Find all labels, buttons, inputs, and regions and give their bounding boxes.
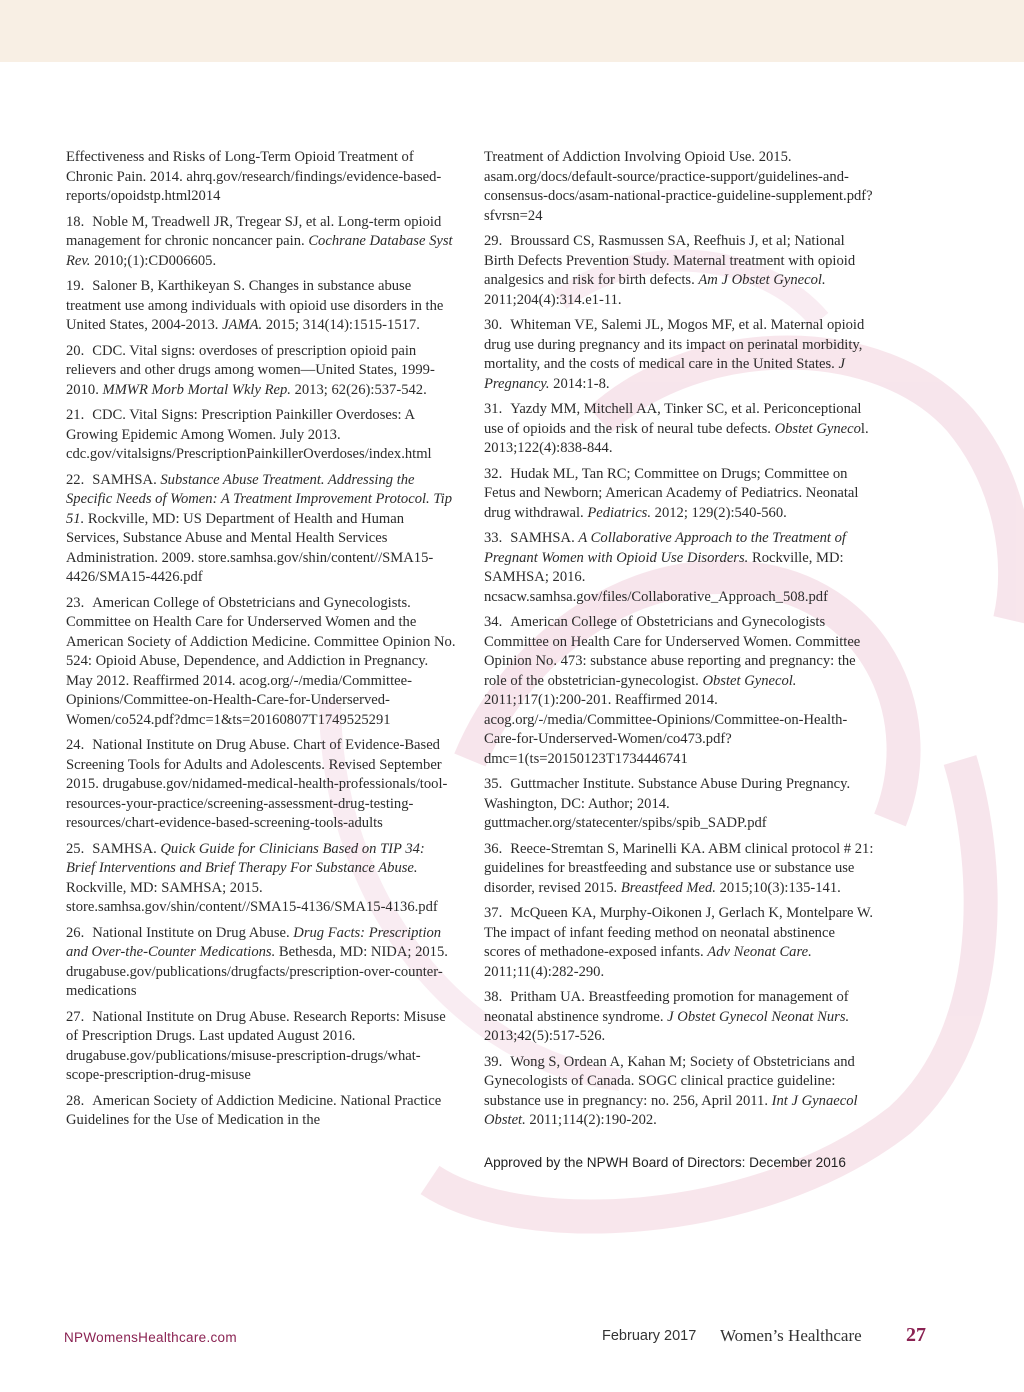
reference-text: Effectiveness and Risks of Long-Term Opioid Treatment of Chronic Pain. 2014. ahrq.gov/research/findings/evidence-based-reports/opoidstp.html2014 [66,149,442,204]
reference-entry [66,1008,456,1086]
reference-text: CDC. Vital signs: overdoses of prescription opioid pain relievers and other drugs among women—United States, 1999-2010. [66,342,435,398]
reference-text: 2011;114(2):190-202. [525,1112,657,1128]
references-left-column [66,148,456,1137]
reference-number: 28. [66,1092,85,1109]
reference-entry [66,594,456,731]
reference-entry [66,406,456,465]
page-footer [0,1326,1024,1350]
reference-text: Hudak ML, Tan RC; Committee on Drugs; Committee on Fetus and Newborn; American Academy of Pediatrics. Neonatal drug withdrawal. [484,465,859,521]
reference-entry [66,148,456,207]
reference-text: 2014:1-8. [549,375,610,392]
page-number: 27 [906,1324,926,1346]
reference-number: 24. [66,737,85,753]
reference-text: National Institute on Drug Abuse. Research Reports: Misuse of Prescription Drugs. Last updated August 2016. drugabuse.gov/publications/misuse-prescription-drugs/what-scope-prescription-drug-misuse [66,1008,446,1083]
reference-entry [66,840,456,918]
reference-entry [484,613,874,769]
reference-text: Bethesda, MD: NIDA; 2015. drugabuse.gov/publications/drugfacts/prescription-over-counter-medications [66,944,448,999]
reference-entry [66,213,456,272]
reference-text: 2015;10(3):135-141. [715,879,841,896]
reference-text: Yazdy MM, Mitchell AA, Tinker SC, et al. Periconceptional use of opioids and the risk of neural tube defects. [484,401,862,437]
footer-issue-date: February 2017 [602,1328,697,1344]
reference-text: American College of Obstetricians and Gynecologists Committee on Health Care for Underserved Women. Committee Opinion No. 473: substance abuse reporting and pregnancy: the role of the obstetrician-gynecologist. [484,614,861,689]
reference-text: Treatment of Addiction Involving Opioid Use. 2015. asam.org/docs/default-source/practice-support/guidelines-and-consensus-docs/asam-national-practice-guideline-supplement.pdf?sfvrsn=24 [484,149,873,224]
reference-text: National Institute on Drug Abuse. [92,924,294,941]
reference-number: 38. [484,989,503,1005]
reference-text: 2013; 62(26):537-542. [290,381,427,398]
reference-entry [66,471,456,588]
reference-number: 23. [66,594,85,611]
reference-entry [66,736,456,834]
reference-italic-text: Am J Obstet Gynecol. [698,272,826,288]
reference-text: Wong S, Ordean A, Kahan M; Society of Obstetricians and Gynecologists of Canada. SOGC clinical practice guideline: substance use in pregnancy: no. 256, April 2011. [484,1053,855,1109]
reference-text: 2011;117(1):200-201. Reaffirmed 2014. acog.org/-/media/Committee-Opinions/Committee-on-Health-Care-for-Underserved-Women/co473.pdf?dmc=1(ts=20150123T1734446741 [484,692,848,767]
reference-entry [484,316,874,394]
reference-entry [484,529,874,607]
reference-italic-text: Obstet Gynecol. [702,672,797,689]
reference-text: Rockville, MD: SAMHSA; 2015. store.samhsa.gov/shin/content//SMA15-4136/SMA15-4136.pdf [66,879,438,915]
reference-entry [484,400,874,459]
reference-text: CDC. Vital Signs: Prescription Painkiller Overdoses: A Growing Epidemic Among Women. July 2013. cdc.gov/vitalsigns/PrescriptionPainkillerOverdoses/index.html [66,407,432,462]
reference-text: McQueen KA, Murphy-Oikonen J, Gerlach K, Montelpare W. The impact of infant feeding method on neonatal abstinence scores of methadone-exposed infants. [484,905,873,960]
reference-text: SAMHSA. [92,840,161,857]
top-header-band [0,0,1024,62]
reference-italic-text: Int J Gynaecol Obstet. [484,1092,858,1128]
reference-text: 2012; 129(2):540-560. [651,504,787,521]
reference-number: 20. [66,342,85,359]
reference-entry [66,342,456,401]
references-right-column [484,148,874,1172]
reference-text: l. 2013;122(4):838-844. [484,420,869,456]
reference-entry [484,465,874,524]
footer-website-link[interactable]: NPWomensHealthcare.com [64,1330,237,1345]
reference-number: 37. [484,905,503,921]
reference-entry [66,277,456,336]
reference-italic-text: Breastfeed Med. [620,879,716,896]
footer-journal-title: Women’s Healthcare [720,1326,862,1345]
reference-italic-text: Substance Abuse Treatment. Addressing the Specific Needs of Women: A Treatment Improvement Protocol. Tip 51. [66,471,453,527]
reference-number: 19. [66,278,85,294]
reference-italic-text: A Collaborative Approach to the Treatment of Pregnant Women with Opioid Use Disorders. [484,530,846,566]
reference-number: 26. [66,924,85,941]
reference-number: 25. [66,840,85,857]
reference-entry [484,148,874,226]
reference-text: National Institute on Drug Abuse. Chart of Evidence-Based Screening Tools for Adults and Adolescents. Revised September 2015. drugabuse.gov/nidamed-medical-health-professionals/tool-resources-your-practice/screening-assessment-drug-testing-resources/chart-evidence-based-screening-tools-adults [66,737,448,831]
reference-entry [66,1092,456,1131]
reference-italic-text: Obstet Gyneco [774,420,861,437]
reference-number: 29. [484,233,503,249]
reference-entry [484,1053,874,1131]
reference-text: SAMHSA. [92,471,161,488]
reference-text: Guttmacher Institute. Substance Abuse During Pregnancy. Washington, DC: Author; 2014. guttmacher.org/statecenter/spibs/spib_SADP.pdf [484,776,851,831]
approval-note: Approved by the NPWH Board of Directors: December 2016 [484,1154,846,1170]
reference-number: 32. [484,465,503,482]
reference-entry [484,840,874,899]
reference-number: 30. [484,317,503,333]
reference-italic-text: MMWR Morb Mortal Wkly Rep. [102,381,291,398]
reference-entry [66,924,456,1002]
reference-italic-text: Pediatrics. [587,504,651,521]
reference-text: American Society of Addiction Medicine. National Practice Guidelines for the Use of Medication in the [66,1092,442,1128]
reference-text: Noble M, Treadwell JR, Tregear SJ, et al. Long-term opioid management for chronic noncancer pain. [66,213,442,249]
reference-entry [484,775,874,834]
reference-text: Saloner B, Karthikeyan S. Changes in substance abuse treatment use among individuals with opioid use disorders in the United States, 2004-2013. [66,278,444,333]
reference-entry [484,232,874,310]
reference-italic-text: JAMA. [222,317,263,333]
reference-italic-text: J Obstet Gynecol Neonat Nurs. [667,1008,850,1025]
reference-text: Pritham UA. Breastfeeding promotion for management of neonatal abstinence syndrome. [484,989,849,1025]
reference-italic-text: Adv Neonat Care. [707,944,812,960]
reference-text: 2011;204(4):314.e1-11. [484,291,622,308]
reference-text: 2015; 314(14):1515-1517. [262,317,420,333]
reference-italic-text: Quick Guide for Clinicians Based on TIP 34: Brief Interventions and Brief Therapy For Substance Abuse. [66,840,425,876]
reference-number: 34. [484,614,503,630]
reference-text: 2013;42(5):517-526. [484,1028,606,1044]
reference-text: 2010;(1):CD006605. [90,252,217,269]
reference-text: Rockville, MD: SAMHSA; 2016. ncsacw.samhsa.gov/files/Collaborative_Approach_508.pdf [484,549,844,605]
reference-text: Reece-Stremtan S, Marinelli KA. ABM clinical protocol # 21: guidelines for breastfeeding and substance use or substance use disorder, revised 2015. [484,840,874,896]
reference-text: Whiteman VE, Salemi JL, Mogos MF, et al. Maternal opioid drug use during pregnancy and its impact on perinatal morbidity, mortality, and the costs of medical care in the United States. [484,317,865,372]
reference-text: Rockville, MD: US Department of Health and Human Services, Substance Abuse and Mental Health Services Administration. 2009. store.samhsa.gov/shin/content//SMA15-4426/SMA15-4426.pdf [66,510,434,585]
reference-number: 33. [484,530,503,546]
reference-number: 27. [66,1008,85,1025]
reference-number: 39. [484,1053,503,1070]
reference-italic-text: J Pregnancy. [484,356,845,392]
reference-entry [484,988,874,1047]
reference-italic-text: Cochrane Database Syst Rev. [66,233,453,269]
reference-italic-text: Drug Facts: Prescription and Over-the-Counter Medications. [66,924,442,960]
reference-number: 21. [66,407,85,423]
reference-entry [484,904,874,982]
reference-text: American College of Obstetricians and Gynecologists. Committee on Health Care for Underserved Women and the American Society of Addiction Medicine. Committee Opinion No. 524: Opioid Abuse, Dependence, and Addiction in Pregnancy. May 2012. Reaffirmed 2014. acog.org/-/media/Committee-Opinions/Committee-on-Health-Care-for-Underserved-Women/co524.pdf?dmc=1&ts=20160807T1749525291 [66,594,456,728]
reference-text: Broussard CS, Rasmussen SA, Reefhuis J, et al; National Birth Defects Prevention Study. Maternal treatment with opioid analgesics and risk for birth defects. [484,233,856,288]
reference-number: 22. [66,471,85,488]
reference-number: 18. [66,213,85,230]
reference-text: SAMHSA. [510,530,579,546]
reference-number: 31. [484,401,503,417]
reference-text: 2011;11(4):282-290. [484,963,605,980]
reference-number: 36. [484,840,503,857]
reference-number: 35. [484,776,503,792]
